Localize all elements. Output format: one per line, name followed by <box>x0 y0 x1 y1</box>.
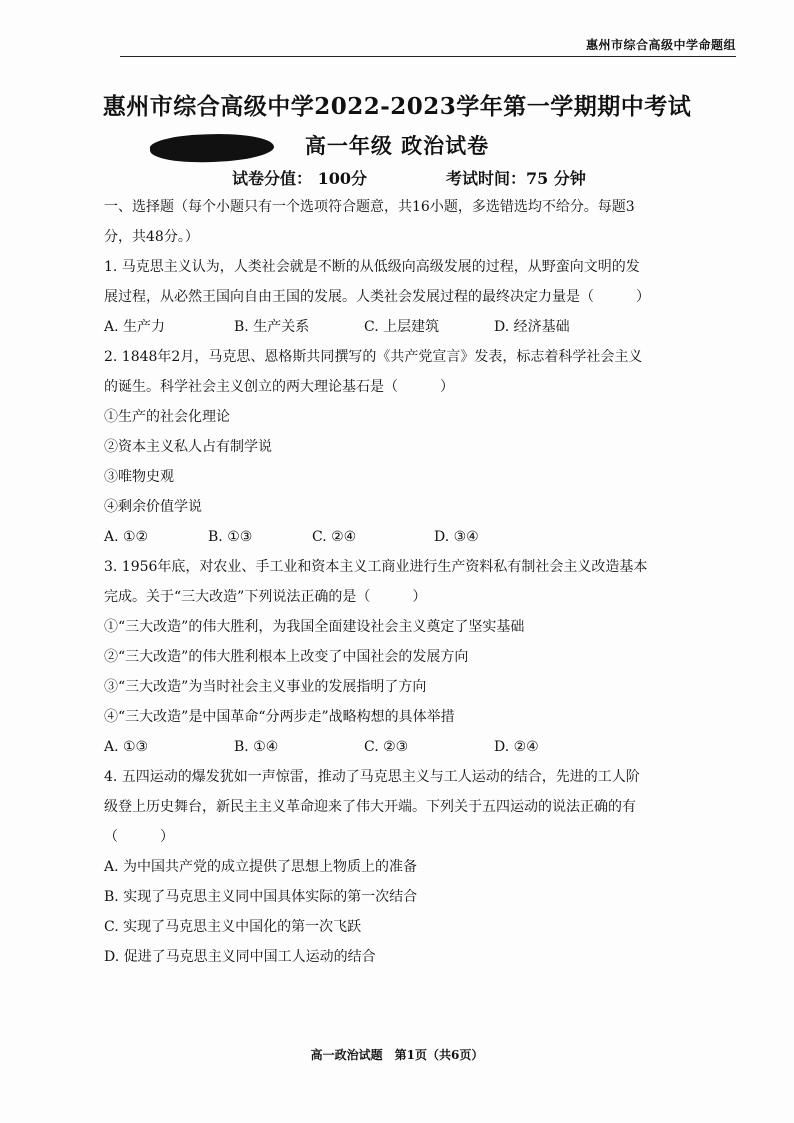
option-b: B. 实现了马克思主义同中国具体实际的第一次结合 <box>104 889 418 905</box>
statement-item: ③唯物史观 <box>104 469 174 485</box>
statement-item: ④“三大改造”是中国革命“分两步走”战略构想的具体举措 <box>104 709 455 725</box>
statement-item: ①“三大改造”的伟大胜利，为我国全面建设社会主义奠定了坚实基础 <box>104 619 525 635</box>
question-stem: 4. 五四运动的爆发犹如一声惊雷，推动了马克思主义与工人运动的结合，先进的工人阶 <box>104 769 640 785</box>
option-d: D. 经济基础 <box>494 319 570 335</box>
option-b: B. 生产关系 <box>234 319 310 335</box>
option-a: A. 生产力 <box>104 319 166 335</box>
option-a: A. 为中国共产党的成立提供了思想上物质上的准备 <box>104 859 418 875</box>
page-footer: 高一政治试题 第1页（共6页） <box>310 1048 484 1062</box>
question-4 <box>104 762 686 972</box>
statement-item: ④剩余价值学说 <box>104 499 202 515</box>
option-d: D. ②④ <box>494 739 539 755</box>
option-row <box>104 312 686 342</box>
option-b: B. ①③ <box>208 529 253 545</box>
question-stem: 1. 马克思主义认为，人类社会就是不断的从低级向高级发展的过程，从野蛮向文明的发 <box>104 259 640 275</box>
option-a: A. ①③ <box>104 739 149 755</box>
question-2 <box>104 342 686 552</box>
option-row <box>104 732 686 762</box>
statement-item: ②资本主义私人占有制学说 <box>104 439 272 455</box>
question-stem: 3. 1956年底，对农业、手工业和资本主义工商业进行生产资料私有制社会主义改造基本 <box>104 559 648 575</box>
page-subtitle: 高一年级 政治试卷 <box>304 133 490 158</box>
section-heading-cont: 分，共48分。） <box>104 229 199 245</box>
option-c: C. ②③ <box>364 739 409 755</box>
option-row <box>104 522 686 552</box>
exam-score: 试卷分值： 100分 <box>232 169 367 188</box>
question-3 <box>104 552 686 762</box>
statement-item: ①生产的社会化理论 <box>104 409 230 425</box>
header-label: 惠州市综合高级中学命题组 <box>585 38 736 52</box>
option-d: D. ③④ <box>434 529 479 545</box>
header-rule <box>120 56 736 57</box>
question-stem: （ ） <box>104 829 174 845</box>
question-stem: 级登上历史舞台，新民主主义革命迎来了伟大开端。下列关于五四运动的说法正确的有 <box>104 799 636 815</box>
option-c: C. 实现了马克思主义中国化的第一次飞跃 <box>104 919 362 935</box>
option-c: C. ②④ <box>312 529 357 545</box>
question-stem: 完成。关于“三大改造”下列说法正确的是（ ） <box>104 589 427 605</box>
exam-content <box>104 192 686 972</box>
option-d: D. 促进了马克思主义同中国工人运动的结合 <box>104 949 376 965</box>
option-a: A. ①② <box>104 529 149 545</box>
question-1 <box>104 252 686 342</box>
statement-item: ③“三大改造”为当时社会主义事业的发展指明了方向 <box>104 679 427 695</box>
question-stem: 2. 1848年2月，马克思、恩格斯共同撰写的《共产党宣言》发表，标志着科学社会主义 <box>104 349 643 365</box>
section-heading: 一、选择题（每个小题只有一个选项符合题意，共16小题，多选错选均不给分。每题3 <box>104 199 635 215</box>
question-stem: 展过程，从必然王国向自由王国的发展。人类社会发展过程的最终决定力量是（ ） <box>104 289 650 305</box>
option-b: B. ①④ <box>234 739 279 755</box>
exam-time: 考试时间：75 分钟 <box>446 169 586 188</box>
statement-item: ②“三大改造”的伟大胜利根本上改变了中国社会的发展方向 <box>104 649 469 665</box>
question-stem: 的诞生。科学社会主义创立的两大理论基石是（ ） <box>104 379 454 395</box>
page-title: 惠州市综合高级中学2022-2023学年第一学期期中考试 <box>102 93 692 120</box>
option-c: C. 上层建筑 <box>364 319 440 335</box>
